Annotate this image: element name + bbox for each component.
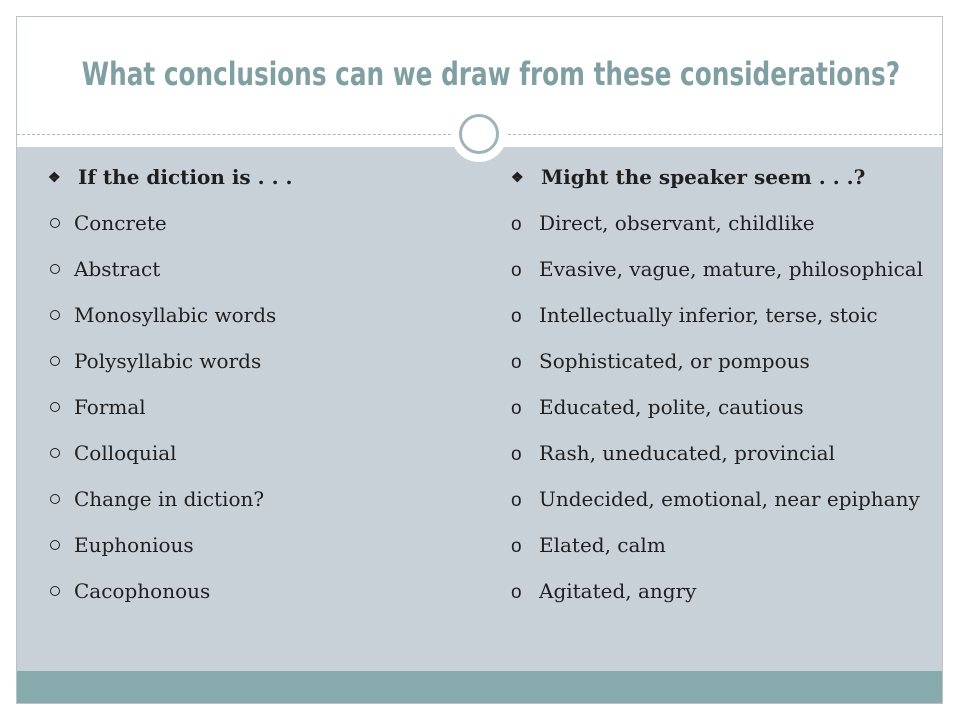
- list-item: [511, 303, 878, 328]
- list-item-text: Cacophonous: [74, 579, 211, 603]
- circle-bullet-icon: [50, 356, 60, 366]
- right-column-heading: [511, 165, 865, 189]
- list-item-text: Concrete: [74, 211, 167, 235]
- circle-bullet-icon: [50, 540, 60, 550]
- letter-o-bullet: o: [511, 536, 522, 557]
- list-item: [511, 349, 810, 374]
- letter-o-bullet: o: [511, 306, 522, 327]
- list-item-text: Monosyllabic words: [74, 303, 277, 327]
- list-item: [50, 441, 177, 465]
- list-item-text: Educated, polite, cautious: [539, 395, 804, 419]
- list-item-text: Agitated, angry: [539, 579, 697, 603]
- left-heading-text: If the diction is . . .: [78, 165, 293, 189]
- circle-bullet-icon: [50, 448, 60, 458]
- circle-bullet-icon: [50, 264, 60, 274]
- list-item-text: Elated, calm: [539, 533, 666, 557]
- letter-o-bullet: o: [511, 214, 522, 235]
- list-item-text: Polysyllabic words: [74, 349, 262, 373]
- left-column-heading: [48, 165, 292, 189]
- list-item-text: Rash, uneducated, provincial: [539, 441, 835, 465]
- circle-ring: [459, 114, 499, 154]
- list-item: [511, 395, 804, 420]
- letter-o-bullet: o: [511, 352, 522, 373]
- list-item: [511, 487, 920, 512]
- letter-o-bullet: o: [511, 398, 522, 419]
- list-item: [511, 257, 923, 282]
- list-item-text: Euphonious: [74, 533, 194, 557]
- diamond-star-bullet-icon: ❖: [48, 170, 61, 186]
- slide-title: What conclusions can we draw from these considerations?: [81, 55, 901, 93]
- circle-bullet-icon: [50, 218, 60, 228]
- list-item: [50, 533, 194, 557]
- list-item: [50, 303, 276, 327]
- circle-bullet-icon: [50, 402, 60, 412]
- list-item: [50, 487, 264, 511]
- list-item-text: Undecided, emotional, near epiphany: [539, 487, 920, 511]
- right-heading-text: Might the speaker seem . . .?: [541, 165, 866, 189]
- list-item: [50, 579, 210, 603]
- letter-o-bullet: o: [511, 490, 522, 511]
- list-item: [511, 441, 835, 466]
- list-item-text: Evasive, vague, mature, philosophical: [539, 257, 924, 281]
- list-item: [50, 257, 160, 281]
- list-item: [50, 395, 146, 419]
- list-item: [50, 211, 167, 235]
- list-item: [511, 533, 666, 558]
- list-item-text: Colloquial: [74, 441, 177, 465]
- slide: [16, 16, 943, 704]
- list-item-text: Intellectually inferior, terse, stoic: [539, 303, 878, 327]
- list-item-text: Sophisticated, or pompous: [539, 349, 810, 373]
- list-item-text: Direct, observant, childlike: [539, 211, 815, 235]
- circle-bullet-icon: [50, 494, 60, 504]
- list-item: [511, 211, 815, 236]
- circle-bullet-icon: [50, 586, 60, 596]
- list-item: [50, 349, 261, 373]
- list-item: [511, 579, 696, 604]
- circle-emblem-icon: [451, 106, 507, 162]
- letter-o-bullet: o: [511, 444, 522, 465]
- letter-o-bullet: o: [511, 260, 522, 281]
- list-item-text: Change in diction?: [74, 487, 265, 511]
- diamond-star-bullet-icon: ❖: [511, 170, 524, 186]
- list-item-text: Formal: [74, 395, 146, 419]
- circle-bullet-icon: [50, 310, 60, 320]
- letter-o-bullet: o: [511, 582, 522, 603]
- footer-bar: [17, 671, 942, 704]
- list-item-text: Abstract: [74, 257, 161, 281]
